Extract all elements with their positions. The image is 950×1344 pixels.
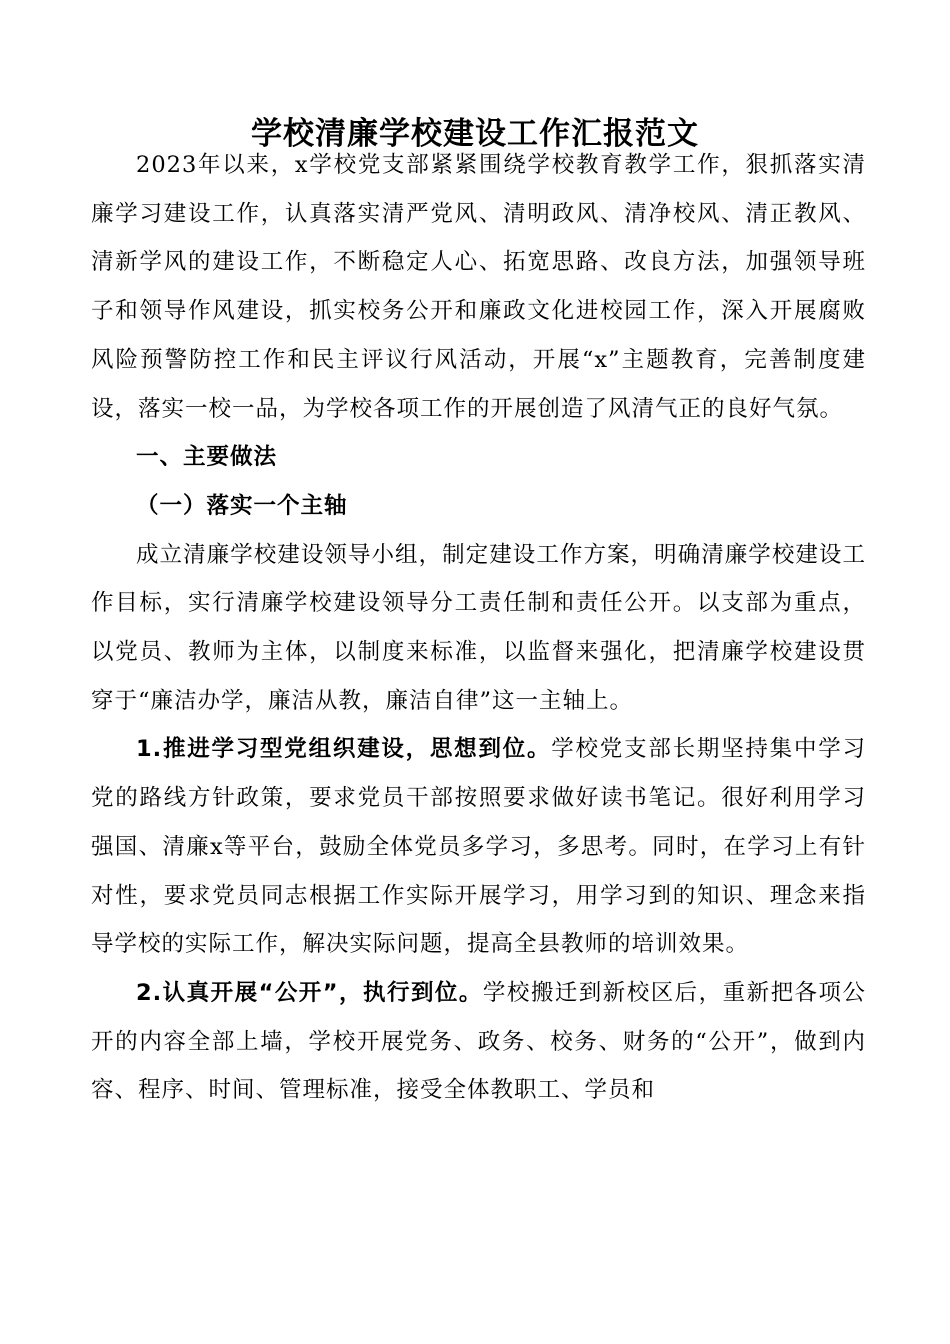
subsection-heading: （一）落实一个主轴: [136, 492, 348, 519]
document-body: [91, 141, 866, 1115]
point-2-text: 学校搬迁到新校区后，重新把各项公开的内容全部上墙，学校开展党务、政务、校务、财务的“公开”，做到内容、程序、时间、管理标准，接受全体教职工、学员和: [91, 979, 866, 1104]
point-2-lead: 2.认真开展“公开”，执行到位。: [136, 979, 483, 1006]
subsection-paragraph: 成立清廉学校建设领导小组，制定建设工作方案，明确清廉学校建设工作目标，实行清廉学校建设领导分工责任制和责任公开。以支部为重点，以党员、教师为主体，以制度来标准，以监督来强化，把清廉学校建设贯穿于“廉洁办学，廉洁从教，廉洁自律”这一主轴上。: [91, 541, 866, 714]
point-2-paragraph: [91, 969, 866, 1115]
point-1-lead: 1.推进学习型党组织建设，思想到位。: [136, 736, 552, 763]
section-heading: 一、主要做法: [136, 444, 278, 471]
point-1-text: 学校党支部长期坚持集中学习党的路线方针政策，要求党员干部按照要求做好读书笔记。很好利用学习强国、清廉x等平台，鼓励全体党员多学习，多思考。同时，在学习上有针对性，要求党员同志根据工作实际开展学习，用学习到的知识、理念来指导学校的实际工作，解决实际问题，提高全县教师的培训效果。: [91, 736, 866, 958]
point-1-paragraph: [91, 725, 866, 969]
document-title: 学校清廉学校建设工作汇报范文: [251, 116, 699, 152]
intro-paragraph: 2023年以来，x学校党支部紧紧围绕学校教育教学工作，狠抓落实清廉学习建设工作，认真落实清严党风、清明政风、清净校风、清正教风、清新学风的建设工作，不断稳定人心、拓宽思路、改良方法，加强领导班子和领导作风建设，抓实校务公开和廉政文化进校园工作，深入开展腐败风险预警防控工作和民主评议行风活动，开展“x”主题教育，完善制度建设，落实一校一品，为学校各项工作的开展创造了风清气正的良好气氛。: [91, 152, 866, 422]
